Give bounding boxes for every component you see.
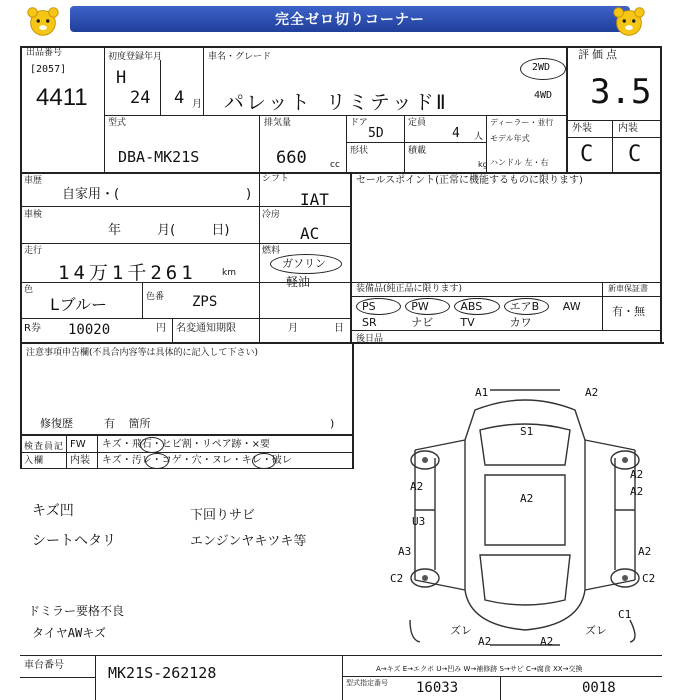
color-code: ZPS	[192, 294, 218, 310]
inspection-value: 年 月( 日)	[108, 223, 230, 238]
model-no-label: 型式指定番号	[346, 679, 388, 687]
ac-label: 冷房	[262, 210, 281, 220]
damage-mark: A1	[475, 386, 489, 399]
name-change-day: 日	[334, 323, 344, 334]
color-label: 色	[24, 285, 34, 295]
mascot-icon-right	[610, 2, 648, 40]
inspector-label: 検査員記入欄	[24, 442, 65, 466]
damage-mark: ズレ	[585, 624, 607, 637]
doors-label: ドア	[350, 118, 368, 128]
banner-title: 完全ゼロ切りコーナー	[70, 6, 630, 32]
cc-unit: cc	[330, 160, 340, 170]
interior-label: 内装	[618, 123, 638, 134]
drive-2wd: 2WD	[532, 62, 551, 73]
chassis-value: MK21S-262128	[108, 664, 217, 682]
fw-label: FW	[70, 439, 86, 450]
mileage-unit: km	[222, 268, 236, 278]
equipment-item: ABS	[460, 300, 483, 313]
lot-number: 4411	[36, 84, 88, 111]
fw-mark-1	[140, 437, 164, 453]
sales-point-label: セールスポイント(正常に機能するものに限ります)	[356, 175, 583, 186]
rating-label: 評価点	[578, 48, 620, 61]
notes-label: 注意事項申告欄(不具合内容等は具体的に記入して下さい)	[26, 348, 259, 358]
kg-unit: kg	[478, 160, 488, 169]
name-change-label: 名変通知期限	[176, 323, 236, 334]
usage-close: )	[246, 187, 252, 202]
equipment-row-1	[356, 298, 602, 314]
repair-history-value: 有 箇所	[104, 417, 151, 430]
damage-marks	[380, 380, 670, 660]
repair-bracket: )	[330, 417, 335, 430]
model-label: 型式	[108, 118, 127, 128]
fuel-alt: 軽油	[286, 275, 311, 289]
note-right-1: 下回りサビ	[190, 508, 256, 523]
damage-mark: A3	[398, 545, 412, 558]
inspection-label: 車検	[24, 210, 43, 220]
equipment-item: AW	[562, 300, 581, 313]
color-value: Lブルー	[50, 295, 107, 314]
diagram-legend: A→キズ E→エクボ U→凹み W→補修跡 S→サビ C→腐食 XX→交換	[376, 665, 583, 673]
lot-label: 出品番号	[26, 48, 63, 58]
after-fit-label: 後日品	[356, 334, 384, 344]
damage-mark: C2	[642, 572, 656, 585]
note-left-2: シートヘタリ	[32, 533, 116, 549]
damage-mark: A2	[630, 468, 644, 481]
equipment-circle	[504, 298, 549, 315]
model-no-value: 16033	[416, 680, 459, 696]
ac-value: AC	[300, 224, 320, 243]
new-car-warranty-value: 有・無	[612, 305, 645, 318]
model-value: DBA-MK21S	[118, 148, 200, 166]
reg-year: 24	[130, 88, 151, 108]
reg-month: 4	[174, 88, 185, 108]
damage-mark: S1	[520, 425, 534, 438]
doors-value: 5D	[368, 126, 384, 141]
usage-label: 車歴	[24, 176, 43, 186]
chassis-label: 車台番号	[24, 660, 64, 671]
era: H	[116, 68, 127, 88]
interior-check-items: キズ・汚レ・コゲ・穴・ヌレ・キレ・破レ	[102, 455, 292, 466]
color-code-label: 色番	[146, 292, 165, 302]
equipment-item: エアB	[509, 300, 540, 313]
damage-mark: A2	[638, 545, 652, 558]
name-change-month: 月	[288, 323, 298, 334]
damage-mark: A2	[410, 480, 424, 493]
equipment-label: 装備品(純正品に限ります)	[356, 284, 463, 294]
capacity-value: 4	[452, 126, 460, 141]
car-name: パレット リミテッドⅡ	[224, 90, 448, 114]
note-left-4: タイヤAWキズ	[32, 626, 106, 640]
equipment-circle	[405, 298, 450, 315]
repair-history-label: 修復歴	[40, 417, 73, 430]
mileage-value: 14万1千261	[58, 262, 197, 284]
fuel-label: 燃料	[262, 246, 281, 256]
drive-2wd-circle	[520, 58, 566, 80]
damage-mark: C2	[390, 572, 404, 585]
displacement-label: 排気量	[264, 118, 292, 128]
exterior-grade: C	[580, 142, 594, 167]
equipment-item: カワ	[509, 316, 532, 329]
capacity-unit: 人	[474, 132, 484, 142]
recycle-label: R券	[24, 323, 41, 334]
equipment-item: TV	[460, 316, 475, 329]
capacity-label: 定員	[408, 118, 427, 128]
damage-mark: A2	[540, 635, 554, 648]
first-reg-label: 初度登録年月	[108, 52, 163, 62]
new-car-warranty-label: 新車保証書	[608, 284, 648, 293]
equipment-row-2	[356, 314, 602, 330]
shift-value: IAT	[300, 190, 329, 209]
equipment-item: ナビ	[411, 316, 434, 329]
model-year-label: モデル年式	[490, 134, 530, 143]
drive-4wd: 4WD	[534, 90, 553, 101]
damage-mark: A2	[520, 492, 534, 505]
mascot-icon-left	[24, 2, 62, 40]
damage-mark: A2	[585, 386, 599, 399]
interior-grade: C	[628, 142, 642, 167]
displacement-value: 660	[276, 148, 307, 168]
shift-label: シフト	[262, 174, 290, 184]
equipment-circle	[356, 298, 401, 315]
load-label: 積載	[408, 146, 427, 156]
equipment-item: SR	[362, 316, 377, 329]
month-unit: 月	[192, 99, 202, 110]
shape-label: 形状	[350, 146, 369, 156]
damage-mark: C1	[618, 608, 632, 621]
equipment-item: PS	[362, 300, 376, 313]
interior-mark-2	[252, 453, 276, 469]
dealer-label: ディーラー・並行	[490, 118, 554, 127]
exterior-label: 外装	[572, 123, 592, 134]
handle-label: ハンドル 左・右	[490, 158, 549, 167]
equipment-item: PW	[411, 300, 429, 313]
damage-mark: ズレ	[450, 624, 472, 637]
car-name-label: 車名・グレード	[208, 52, 272, 62]
note-right-2: エンジンヤキツキ等	[190, 534, 307, 549]
usage-value: 自家用・(	[62, 187, 120, 202]
interior-mark-1	[145, 453, 169, 469]
note-left-3: ドミラー要格不良	[28, 604, 125, 618]
mileage-label: 走行	[24, 246, 43, 256]
fuel-value: ガソリン	[282, 257, 326, 270]
equipment-circle	[454, 298, 499, 315]
recycle-value: 10020	[68, 322, 111, 338]
class-no-value: 0018	[582, 680, 616, 696]
stock-number: [2057]	[30, 64, 67, 75]
note-left-1: キズ凹	[32, 503, 74, 519]
damage-mark: A2	[478, 635, 492, 648]
rating-value: 3.5	[590, 72, 652, 112]
fw-items: キズ・飛石・ヒビ割・リペア跡・×要	[102, 439, 270, 450]
interior-check-label: 内装	[70, 455, 90, 466]
damage-mark: U3	[412, 515, 426, 528]
damage-mark: A2	[630, 485, 644, 498]
recycle-unit: 円	[156, 323, 166, 334]
